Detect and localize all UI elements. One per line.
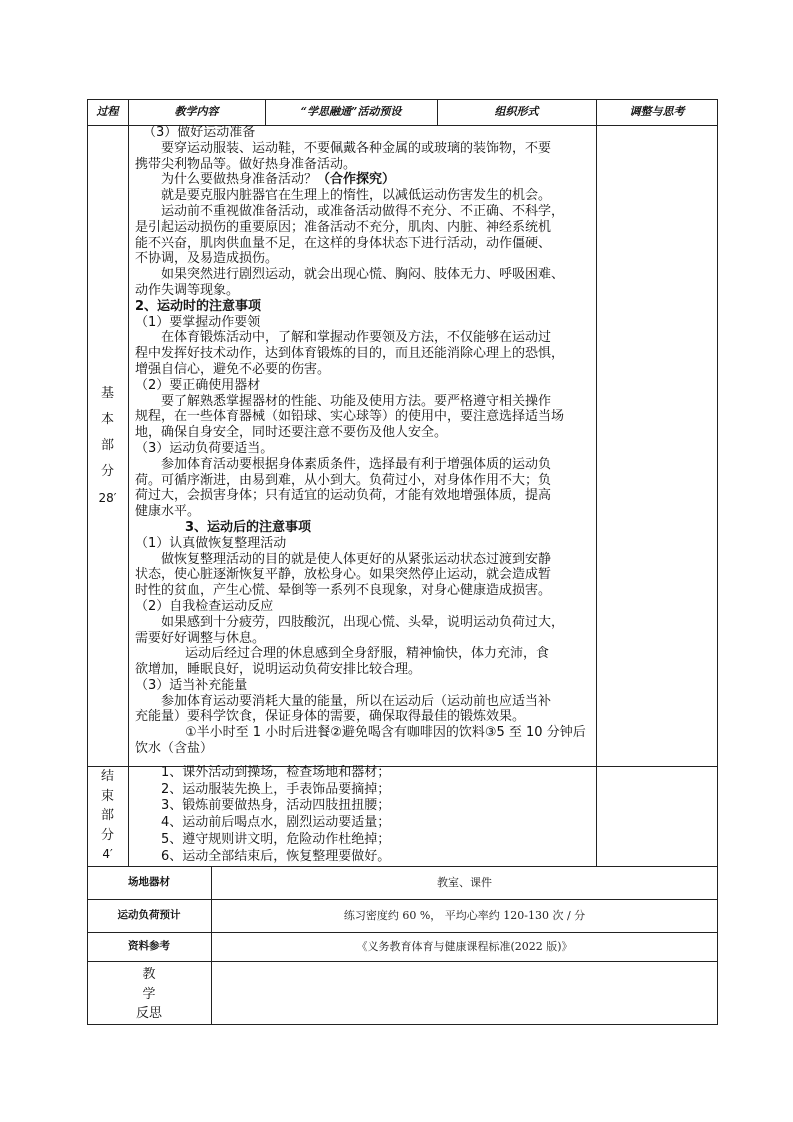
basic-label-char: 基 — [100, 386, 114, 401]
content-line: 饮水（含盐） — [135, 741, 214, 757]
content-line: 携带尖利物品等。做好热身准备活动。 — [135, 156, 357, 172]
content-line: （3）运动负荷要适当。 — [135, 440, 274, 456]
content-line: 是引起运动损伤的重要原因；准备活动不充分，肌肉、内脏、神经系统机 — [135, 219, 552, 235]
header-process: 过程 — [96, 105, 119, 118]
list-item: 6、运动全部结束后，恢复整理要做好。 — [161, 848, 391, 864]
content-line: 如果感到十分疲劳，四肢酸沉，出现心慌、头晕，说明运动负荷过大， — [161, 614, 565, 630]
content-line: 地，确保自身安全，同时还要注意不要伤及他人安全。 — [135, 425, 448, 441]
content-line: 做恢复整理活动的目的就是使人体更好的从紧张运动状态过渡到安静 — [161, 551, 552, 567]
basic-section-label — [87, 381, 128, 511]
content-line: 能不兴奋，肌肉供血量不足，在这样的身体状态下进行活动，动作僵硬、 — [135, 235, 552, 251]
lesson-plan-table — [87, 99, 718, 1025]
content-line: （2）要正确使用器材 — [135, 377, 261, 393]
col-rule-1 — [128, 99, 129, 866]
content-line: 参加体育运动要消耗大量的能量，所以在运动后（运动前也应适当补 — [161, 693, 552, 709]
content-line: 运动后经过合理的休息感到全身舒服，精神愉快，体力充沛，食 — [185, 646, 550, 662]
content-line: 增强自信心，避免不必要的伤害。 — [135, 361, 331, 377]
content-line: ①半小时至 1 小时后进餐②避免喝含有咖啡因的饮料③5 至 10 分钟后 — [185, 725, 586, 741]
content-line: 荷。可循序渐进，由易到难，从小到大。负荷过小，对身体作用不大；负 — [135, 472, 552, 488]
reflect-char: 反思 — [135, 1006, 162, 1021]
content-line: （3）做好运动准备 — [143, 125, 256, 140]
content-line: 荷过大，会损害身体；只有适宜的运动负荷，才能有效地增强体质，提高 — [135, 488, 552, 504]
content-line: 需要好好调整与休息。 — [135, 630, 266, 646]
reference-label: 资料参考 — [128, 940, 170, 952]
content-line: 时性的贫血，产生心慌、晕倒等一系列不良现象，对身心健康造成损害。 — [135, 583, 552, 599]
reflect-char: 教 — [142, 967, 156, 982]
end-label-char: 束 — [100, 788, 114, 804]
venue-value: 教室、课件 — [437, 876, 492, 889]
load-label: 运动负荷预计 — [117, 909, 181, 921]
content-line: 状态，使心脏逐渐恢复平静，放松身心。如果突然停止运动，就会造成暂 — [135, 567, 552, 583]
venue-label: 场地器材 — [128, 876, 170, 888]
content-line-text: 为什么要做热身准备活动？ — [161, 172, 318, 188]
content-line: 健康水平。 — [135, 504, 201, 520]
list-item: 2、运动服装先换上，手表饰品要摘掉； — [161, 781, 391, 797]
content-line — [135, 172, 597, 188]
end-label-char: 分 — [100, 827, 114, 843]
header-content: 教学内容 — [174, 105, 219, 118]
load-value: 练习密度约 60 %， 平均心率约 120-130 次 / 分 — [343, 909, 586, 922]
end-section-list — [161, 765, 390, 865]
list-item: 1、课外活动到操场，检查场地和器材； — [161, 765, 391, 780]
reference-value: 《义务教育体育与健康课程标准(2022 版)》 — [356, 940, 573, 953]
header-organization: 组织形式 — [494, 105, 539, 118]
content-line: 如果突然进行剧烈运动，就会出现心慌、胸闷、肢体无力、呼吸困难、 — [161, 267, 565, 283]
reflect-char: 学 — [142, 986, 156, 1002]
content-line: 规程，在一些体育器械（如铅球、实心球等）的使用中，要注意选择适当场 — [135, 409, 565, 425]
content-line: 要了解熟悉掌握器材的性能、功能及使用方法。要严格遵守相关操作 — [161, 393, 552, 409]
list-item: 5、遵守规则讲文明，危险动作杜绝掉； — [161, 831, 391, 847]
content-line: （1）要掌握动作要领 — [135, 314, 261, 330]
basic-label-char: 本 — [100, 412, 114, 427]
content-line: 充能量）要科学饮食，保证身体的需要，确保取得最佳的锻炼效果。 — [135, 709, 526, 725]
end-label-char: 结 — [100, 769, 114, 784]
content-line: 要穿运动服装、运动鞋，不要佩戴各种金属的或玻璃的装饰物，不要 — [161, 140, 552, 156]
content-line: 在体育锻炼活动中，了解和掌握动作要领及方法，不仅能够在运动过 — [161, 330, 552, 346]
content-line: （1）认真做恢复整理活动 — [135, 535, 287, 551]
content-line: （2）自我检查运动反应 — [135, 598, 274, 614]
content-line: 动作失调等现象。 — [135, 282, 240, 298]
content-line: （3）适当补充能量 — [135, 677, 248, 693]
end-section-label — [87, 767, 128, 865]
content-line: 就是要克服内脏器官在生理上的惰性，以减低运动伤害发生的机会。 — [161, 188, 552, 204]
list-item: 3、锻炼前要做热身，活动四肢扭扭腰； — [161, 798, 391, 814]
end-section-time: 4′ — [102, 847, 113, 861]
list-item: 4、运动前后喝点水，剧烈运动要适量； — [161, 815, 391, 831]
content-line: 3、运动后的注意事项 — [185, 519, 312, 535]
end-label-char: 部 — [100, 808, 114, 823]
content-line: 不协调，及易造成损伤。 — [135, 251, 279, 267]
basic-label-char: 分 — [100, 464, 114, 479]
content-line: 欲增加，睡眠良好，说明运动负荷安排比较合理。 — [135, 662, 422, 678]
content-line-emphasis: （合作探究） — [317, 172, 396, 188]
teaching-reflection-area — [211, 961, 718, 1025]
content-line: 程中发挥好技术动作，达到体育锻炼的目的，而且还能消除心理上的恐惧， — [135, 346, 565, 362]
basic-label-char: 部 — [100, 438, 114, 453]
header-activity: “学思融通”活动预设 — [300, 105, 402, 118]
content-line: 运动前不重视做准备活动，或准备活动做得不充分、不正确、不科学， — [161, 203, 565, 219]
content-line: 2、运动时的注意事项 — [135, 298, 262, 314]
basic-section-time: 28′ — [98, 491, 117, 505]
header-reflection: 调整与思考 — [629, 105, 685, 118]
content-line: 参加体育活动要根据身体素质条件，选择最有利于增强体质的运动负 — [161, 456, 552, 472]
basic-section-content — [135, 125, 597, 757]
teaching-reflection-label — [87, 965, 211, 1024]
